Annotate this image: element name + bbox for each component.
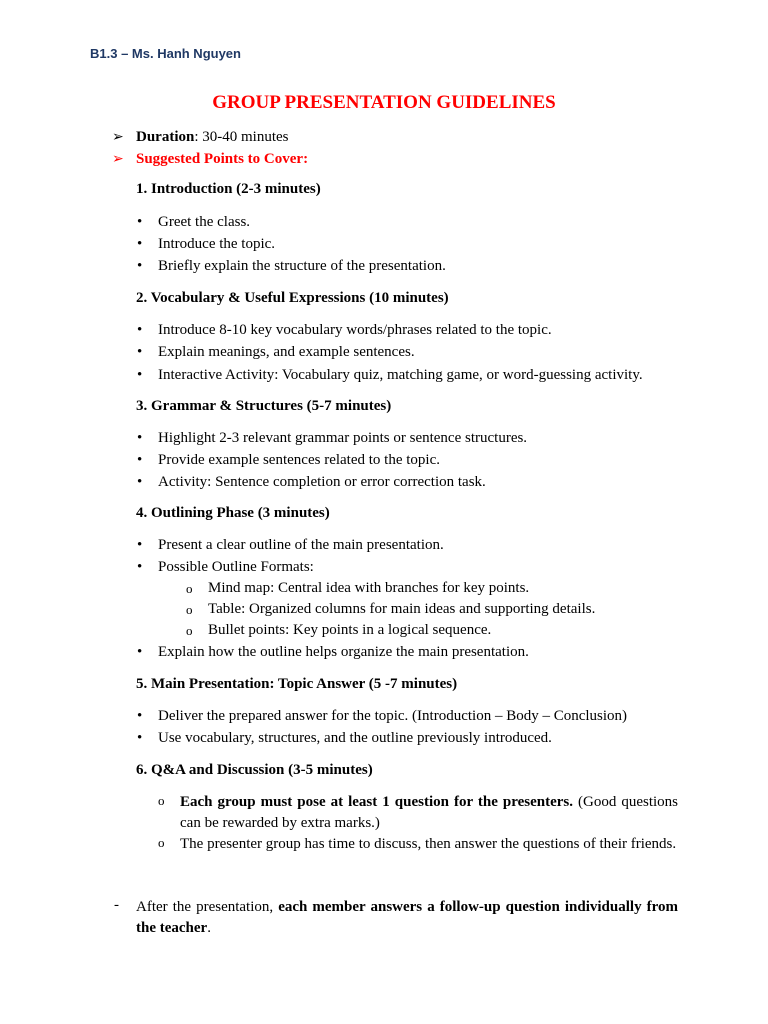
sub-list-item: Mind map: Central idea with branches for key points. <box>208 580 530 596</box>
closing-note <box>136 897 678 939</box>
section-heading: 3. Grammar & Structures (5-7 minutes) <box>136 398 392 414</box>
list-item: Use vocabulary, structures, and the outline previously introduced. <box>158 730 552 746</box>
sub-bullet-icon: o <box>186 623 193 638</box>
list-item: Deliver the prepared answer for the topic. (Introduction – Body – Conclusion) <box>158 708 628 724</box>
dash-bullet: - <box>114 897 119 913</box>
bullet-icon: • <box>137 474 143 490</box>
bullet-icon: • <box>137 559 143 575</box>
bullet-icon: • <box>137 708 143 724</box>
bullet-icon: • <box>137 452 143 468</box>
sub-bullet-icon: o <box>158 835 165 850</box>
bullet-icon: • <box>137 730 143 746</box>
list-item: Explain meanings, and example sentences. <box>158 344 415 360</box>
duration-value: : 30-40 minutes <box>194 129 289 145</box>
list-item: Present a clear outline of the main presentation. <box>158 537 444 553</box>
arrow-bullet-icon: ➢ <box>112 152 124 167</box>
closing-note-post: . <box>207 920 211 936</box>
list-item: Activity: Sentence completion or error correction task. <box>158 474 486 490</box>
list-item: Interactive Activity: Vocabulary quiz, matching game, or word-guessing activity. <box>158 367 643 383</box>
bullet-icon: • <box>137 236 143 252</box>
qa-item-rest: (Good questions can be rewarded by extra marks.) <box>180 794 679 831</box>
sub-bullet-icon: o <box>158 793 165 808</box>
list-item: Provide example sentences related to the topic. <box>158 452 440 468</box>
bullet-icon: • <box>137 258 143 274</box>
section-heading: 4. Outlining Phase (3 minutes) <box>136 505 330 521</box>
document-title: GROUP PRESENTATION GUIDELINES <box>212 92 556 113</box>
list-item: Introduce the topic. <box>158 236 276 252</box>
bullet-icon: • <box>137 430 143 446</box>
bullet-icon: • <box>137 367 143 383</box>
document-header: B1.3 – Ms. Hanh Nguyen <box>90 46 241 61</box>
sub-list-item: Bullet points: Key points in a logical sequence. <box>208 622 492 638</box>
sub-list-item: Table: Organized columns for main ideas and supporting details. <box>208 601 596 617</box>
list-item: Briefly explain the structure of the presentation. <box>158 258 446 274</box>
closing-note-bold: each member answers a follow-up question individually from the teacher <box>136 899 679 936</box>
section-heading: 1. Introduction (2-3 minutes) <box>136 181 321 197</box>
bullet-icon: • <box>137 214 143 230</box>
suggested-heading: Suggested Points to Cover: <box>136 151 309 167</box>
arrow-bullet-icon: ➢ <box>112 130 124 145</box>
duration-line <box>136 129 289 146</box>
qa-item <box>180 792 678 834</box>
sub-bullet-icon: o <box>186 602 193 617</box>
list-item: Highlight 2-3 relevant grammar points or sentence structures. <box>158 430 528 446</box>
bullet-icon: • <box>137 344 143 360</box>
bullet-icon: • <box>137 537 143 553</box>
list-item: Possible Outline Formats: <box>158 559 314 575</box>
list-item: Introduce 8-10 key vocabulary words/phrases related to the topic. <box>158 322 552 338</box>
list-item: Greet the class. <box>158 214 251 230</box>
qa-item: The presenter group has time to discuss, then answer the questions of their friends. <box>180 836 677 852</box>
section-heading: 2. Vocabulary & Useful Expressions (10 minutes) <box>136 290 449 306</box>
bullet-icon: • <box>137 322 143 338</box>
list-item: Explain how the outline helps organize the main presentation. <box>158 644 529 660</box>
qa-item-bold: Each group must pose at least 1 question for the presenters. <box>180 794 573 810</box>
sub-bullet-icon: o <box>186 581 193 596</box>
duration-label: Duration <box>136 129 195 145</box>
section-heading: 5. Main Presentation: Topic Answer (5 -7 minutes) <box>136 676 458 692</box>
bullet-icon: • <box>137 644 143 660</box>
closing-note-pre: After the presentation, <box>136 899 279 915</box>
section-heading: 6. Q&A and Discussion (3-5 minutes) <box>136 762 373 778</box>
